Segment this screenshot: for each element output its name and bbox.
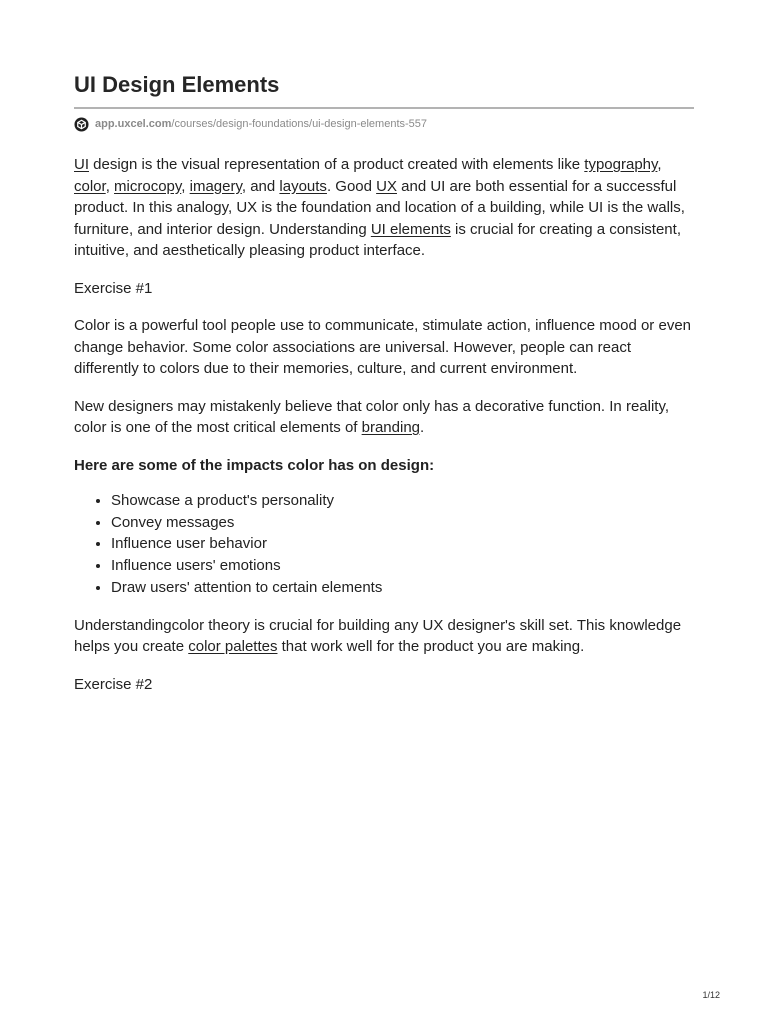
branding-link[interactable]: branding <box>361 419 421 436</box>
typography-link[interactable]: typography <box>584 156 658 173</box>
decorative-paragraph: New designers may mistakenly believe that color only has a decorative function. In reality, color is one of the most critical elements of branding. <box>74 397 670 436</box>
source-line <box>74 116 694 132</box>
list-item: • Influence users' emotions <box>111 555 694 577</box>
source-link[interactable] <box>95 118 427 130</box>
document-page <box>74 72 694 695</box>
microcopy-link[interactable]: microcopy <box>114 177 182 195</box>
list-item: • Draw users' attention to certain elements <box>111 577 694 599</box>
list-item: • Convey messages <box>111 512 694 534</box>
source-path: /courses/design-foundations/ui-design-elements-557 <box>171 118 428 130</box>
source-host: app.uxcel.com <box>95 118 172 130</box>
exercise-2-label: Exercise #2 <box>74 675 153 693</box>
list-item: • Influence user behavior <box>111 533 694 555</box>
ui-link[interactable]: UI <box>74 156 89 173</box>
list-item: • Showcase a product's personality <box>111 490 694 512</box>
impacts-heading: Here are some of the impacts color has on design: <box>74 456 435 474</box>
color-link[interactable]: color <box>74 177 106 195</box>
page-number: 1/12 <box>702 990 720 1000</box>
impacts-list <box>74 490 694 599</box>
intro-paragraph: UI design is the visual representation of a product created with elements like typography, color, microcopy, imagery, and layouts. Good UX and UI are both essential for a successful product. In this analogy, UX is the foundation and location of a building, while UI is the walls, furniture, and interior design. Understanding UI elements is crucial for creating a consistent, intuitive, and aesthetically pleasing product interface. <box>74 156 685 259</box>
theory-paragraph: Understandingcolor theory is crucial for building any UX designer's skill set. This knowledge helps you create color palettes that work well for the product you are making. <box>74 616 682 656</box>
color-palettes-link[interactable]: color palettes <box>188 638 278 656</box>
imagery-link[interactable]: imagery <box>189 177 242 195</box>
ui-elements-link[interactable]: UI elements <box>370 220 451 238</box>
exercise-1-label: Exercise #1 <box>74 279 153 297</box>
ux-link[interactable]: UX <box>376 177 397 195</box>
layouts-link[interactable]: layouts <box>279 177 327 195</box>
page-title: UI Design Elements <box>74 72 694 109</box>
color-paragraph: Color is a powerful tool people use to communicate, stimulate action, influence mood or even change behavior. Some color associations are universal. However, people can react differently to colors due to their memories, culture, and current environment. <box>74 317 691 377</box>
uxcel-logo-icon <box>74 117 89 132</box>
